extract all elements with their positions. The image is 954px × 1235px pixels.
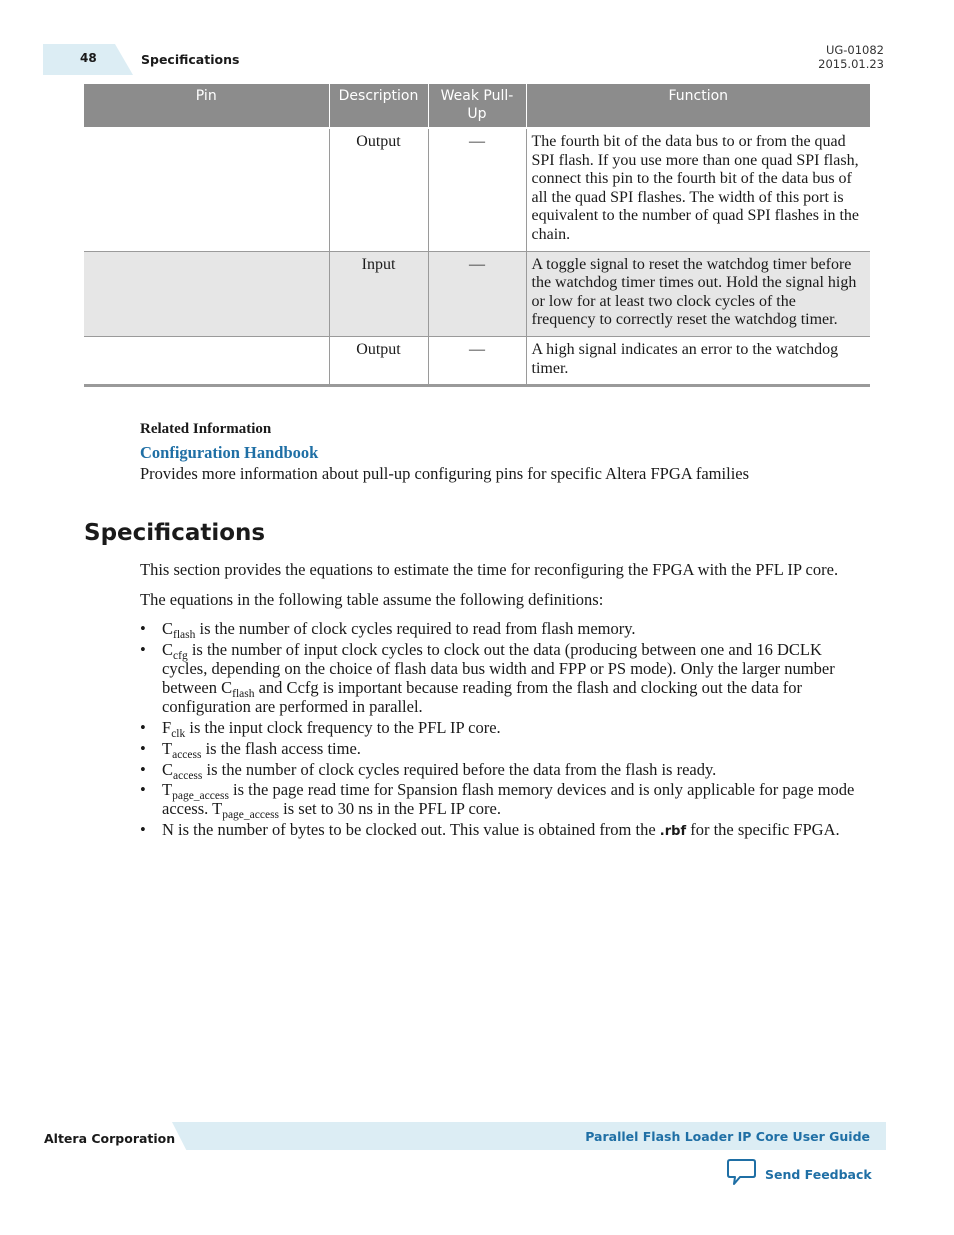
function-text-part: A toggle signal to reset the watchdog timer before the watchdog timer times out. Hold the signal high or low for at least two clock cycles of the <box>531 255 857 310</box>
function-text-part: frequency to correctly reset the watchdog timer. <box>531 311 838 329</box>
list-item: • $C_{flash}$ is the number of clock cycles required to read from flash memory. <box>140 619 870 638</box>
doc-id: UG-01082 <box>825 43 884 57</box>
page-number: 48 <box>80 51 97 65</box>
section-lead: The equations in the following table assume the following definitions: <box>140 590 604 609</box>
configuration-handbook-link[interactable]: Configuration Handbook <box>140 443 319 462</box>
function-cell: A high signal indicates an error to the watchdog timer. <box>526 336 870 385</box>
table-header-row <box>84 84 870 128</box>
col-header-pin: Pin <box>84 84 329 128</box>
rbf-code: .rbf <box>659 824 687 840</box>
list-item: • $C_{cfg}$ is the number of input clock cycles to clock out the data (producing between one and 16 DCLK cycles, depending on the choice of flash data bus width and FPP or PS mode). Only the larger number between $C_{flash}$ and Ccfg is important because reading from the flash and clocking out the data for configuration are performed in parallel. <box>140 640 870 716</box>
footer-guide-title[interactable]: Parallel Flash Loader IP Core User Guide <box>585 1129 870 1144</box>
footer-company: Altera Corporation <box>44 1131 176 1146</box>
list-item: • $T_{page\_access}$ is the page read time for Spansion flash memory devices and is only applicable for page mode access. $T_{page\_access}$ is set to 30 ns in the PFL IP core. <box>140 780 870 818</box>
function-cell <box>526 251 870 336</box>
pin-cell <box>84 128 329 251</box>
send-feedback-label: Send Feedback <box>765 1167 872 1182</box>
list-item: • $F_{clk}$ is the input clock frequency to the PFL IP core. <box>140 718 870 737</box>
send-feedback-button[interactable] <box>726 1158 872 1191</box>
function-cell: The fourth bit of the data bus to or from the quad SPI flash. If you use more than one quad SPI flash, connect this pin to the fourth bit of the data bus of all the quad SPI flashes. The width of this port is equivalent to the number of quad SPI flashes in the chain. <box>526 128 870 251</box>
col-header-function: Function <box>526 84 870 128</box>
related-info-label: Related Information <box>140 421 272 437</box>
weak-pull-up-cell: — <box>428 128 526 251</box>
list-item: • N is the number of bytes to be clocked out. This value is obtained from the .rbf for the specific FPGA. <box>140 820 870 841</box>
description-cell: Input <box>329 251 428 336</box>
col-header-description: Description <box>329 84 428 128</box>
pin-table <box>84 84 870 387</box>
weak-pull-up-cell: — <box>428 251 526 336</box>
section-heading: Specifications <box>84 520 266 546</box>
doc-date: 2015.01.23 <box>818 57 884 71</box>
col-header-weak-pull-up: Weak Pull-Up <box>428 84 526 128</box>
pin-cell <box>84 251 329 336</box>
table-row <box>84 336 870 385</box>
list-item: • $C_{access}$ is the number of clock cycles required before the data from the flash is ready. <box>140 760 870 779</box>
header-section-title: Specifications <box>141 52 240 67</box>
section-intro: This section provides the equations to estimate the time for reconfiguring the FPGA with the PFL IP core. <box>140 560 839 579</box>
doc-info <box>818 43 884 71</box>
description-cell: Output <box>329 128 428 251</box>
weak-pull-up-cell: — <box>428 336 526 385</box>
chat-bubble-icon <box>726 1158 757 1191</box>
related-info-description: Provides more information about pull-up configuring pins for specific Altera FPGA families <box>140 464 750 483</box>
list-item: • $T_{access}$ is the flash access time. <box>140 739 870 758</box>
table-row <box>84 128 870 251</box>
table-row <box>84 251 870 336</box>
definitions-list <box>140 619 870 843</box>
description-cell: Output <box>329 336 428 385</box>
pin-cell <box>84 336 329 385</box>
